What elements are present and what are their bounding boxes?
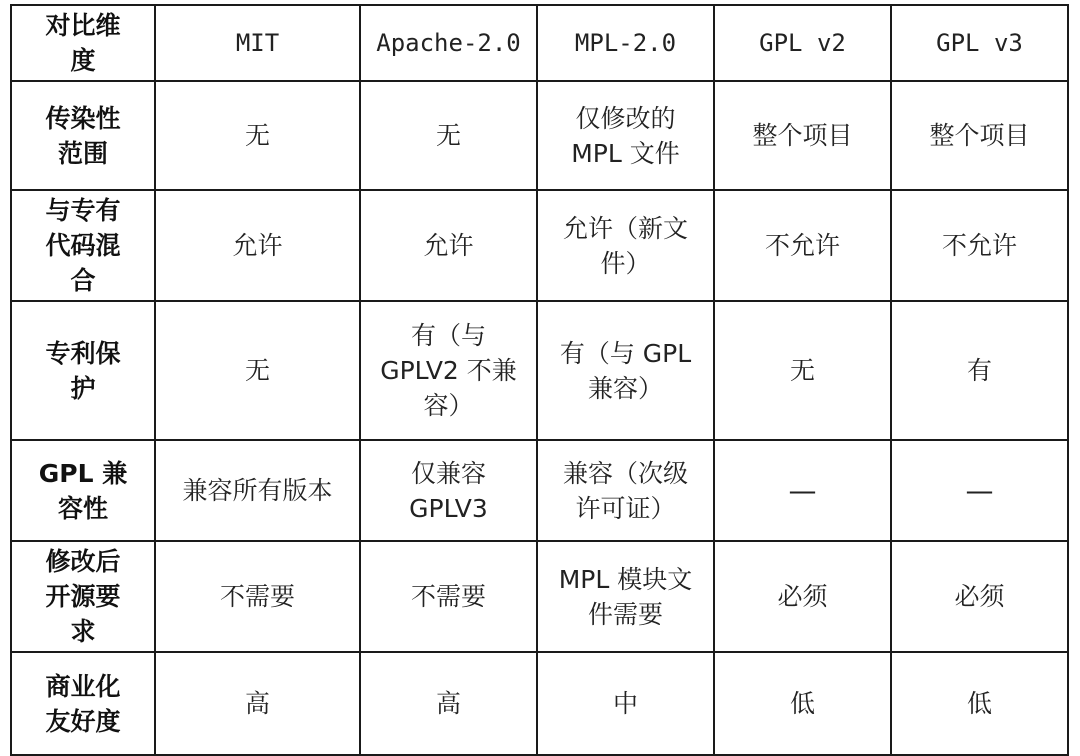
table-cell: 不允许 xyxy=(714,190,891,301)
table-cell: 允许 xyxy=(360,190,537,301)
table-cell: 低 xyxy=(714,652,891,755)
row-label: GPL 兼容性 xyxy=(11,440,155,541)
table-cell: 整个项目 xyxy=(714,81,891,190)
table-cell: 仅修改的MPL 文件 xyxy=(537,81,714,190)
table-cell: 允许（新文件） xyxy=(537,190,714,301)
table-cell: 有（与GPLV2 不兼容） xyxy=(360,301,537,440)
table-cell: 必须 xyxy=(714,541,891,652)
table-cell: — xyxy=(714,440,891,541)
table-cell: 不需要 xyxy=(360,541,537,652)
row-commercial-friendliness xyxy=(11,652,1068,755)
row-gpl-compatibility xyxy=(11,440,1068,541)
table-cell: 无 xyxy=(714,301,891,440)
row-modification-open-source xyxy=(11,541,1068,652)
header-cell-dimension: 对比维度 xyxy=(11,5,155,81)
table-cell: 高 xyxy=(360,652,537,755)
header-cell-gpl-v3: GPL v3 xyxy=(891,5,1068,81)
header-cell-mpl: MPL-2.0 xyxy=(537,5,714,81)
table-cell: 必须 xyxy=(891,541,1068,652)
table-cell: 中 xyxy=(537,652,714,755)
row-label: 与专有代码混合 xyxy=(11,190,155,301)
table-cell: — xyxy=(891,440,1068,541)
table-cell: MPL 模块文件需要 xyxy=(537,541,714,652)
table-cell: 仅兼容GPLV3 xyxy=(360,440,537,541)
row-patent-protection xyxy=(11,301,1068,440)
table-cell: 不需要 xyxy=(155,541,360,652)
table-cell: 无 xyxy=(155,81,360,190)
table-cell: 有 xyxy=(891,301,1068,440)
row-label: 修改后开源要求 xyxy=(11,541,155,652)
table-cell: 整个项目 xyxy=(891,81,1068,190)
table-cell: 允许 xyxy=(155,190,360,301)
header-cell-apache: Apache-2.0 xyxy=(360,5,537,81)
table-cell: 高 xyxy=(155,652,360,755)
row-label: 专利保护 xyxy=(11,301,155,440)
row-infection-scope xyxy=(11,81,1068,190)
table-cell: 兼容（次级许可证） xyxy=(537,440,714,541)
table-cell: 兼容所有版本 xyxy=(155,440,360,541)
header-cell-mit: MIT xyxy=(155,5,360,81)
row-label: 商业化友好度 xyxy=(11,652,155,755)
table-cell: 有（与 GPL兼容） xyxy=(537,301,714,440)
table-cell: 无 xyxy=(155,301,360,440)
row-proprietary-mixing xyxy=(11,190,1068,301)
header-cell-gpl-v2: GPL v2 xyxy=(714,5,891,81)
license-comparison-table xyxy=(10,4,1069,756)
row-label: 传染性范围 xyxy=(11,81,155,190)
table-cell: 不允许 xyxy=(891,190,1068,301)
header-row xyxy=(11,5,1068,81)
table-cell: 无 xyxy=(360,81,537,190)
table-cell: 低 xyxy=(891,652,1068,755)
